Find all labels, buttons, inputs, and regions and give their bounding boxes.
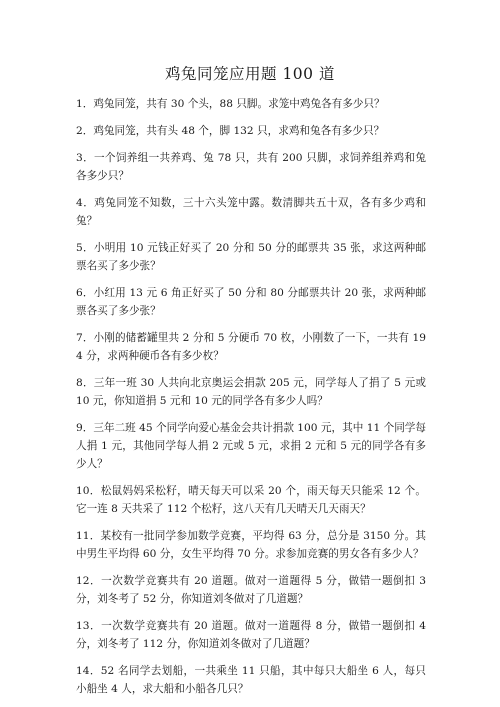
question-item: 3．一个饲养组一共养鸡、兔 78 只，共有 200 只脚，求饲养组养鸡和兔各多少只？ [76,152,426,182]
question-list [76,95,426,707]
question-item: 1．鸡兔同笼，共有 30 个头，88 只脚。求笼中鸡兔各有多少只？ [76,98,385,110]
question-item: 11．某校有一批同学参加数学竞赛，平均得 63 分，总分是 3150 分。其中男生平均得 60 分，女生平均得 70 分。求参加竞赛的男女各有多少人？ [76,530,426,560]
question-item: 5．小明用 10 元钱正好买了 20 分和 50 分的邮票共 35 张，求这两种邮票名买了多少张？ [76,242,426,272]
question-item: 9．三年二班 45 个同学向爱心基金会共计捐款 100 元，其中 11 个同学每人捐 1 元，其他同学每人捐 2 元或 5 元，求捐 2 元和 5 元的同学各有多少人？ [76,422,426,470]
question-item: 8．三年一班 30 人共向北京奥运会捐款 205 元，同学每人了捐了 5 元或 10 元，你知道捐 5 元和 10 元的同学各有多少人吗？ [76,377,426,407]
question-item: 2．鸡兔同笼，共有头 48 个，脚 132 只，求鸡和兔各有多少只？ [76,125,385,137]
question-item: 7．小刚的储蓄罐里共 2 分和 5 分硬币 70 枚，小刚数了一下，一共有 194 分，求两种硬币各有多少枚？ [76,332,426,362]
question-item: 6．小红用 13 元 6 角正好买了 50 分和 80 分邮票共计 20 张，求两种邮票各买了多少张？ [76,287,426,317]
question-item: 13．一次数学竞赛共有 20 道题。做对一道题得 8 分，做错一题倒扣 4 分，刘冬考了 112 分，你知道刘冬做对了几道题？ [76,620,426,650]
question-item: 4．鸡兔同笼不知数，三十六头笼中露。数清脚共五十双，各有多少鸡和兔？ [76,197,426,227]
question-item: 10．松鼠妈妈采松籽，晴天每天可以采 20 个，雨天每天只能采 12 个。它一连 8 天共采了 112 个松籽，这八天有几天晴天几天雨天？ [76,485,426,515]
question-item: 14．52 名同学去划船，一共乘坐 11 只船，其中每只大船坐 6 人，每只小船坐 4 人，求大船和小船各几只？ [76,665,426,695]
document-title: 鸡兔同笼应用题 100 道 [165,65,335,83]
question-item: 12．一次数学竞赛共有 20 道题。做对一道题得 5 分，做错一题倒扣 3 分，刘冬考了 52 分，你知道刘冬做对了几道题？ [76,575,426,605]
